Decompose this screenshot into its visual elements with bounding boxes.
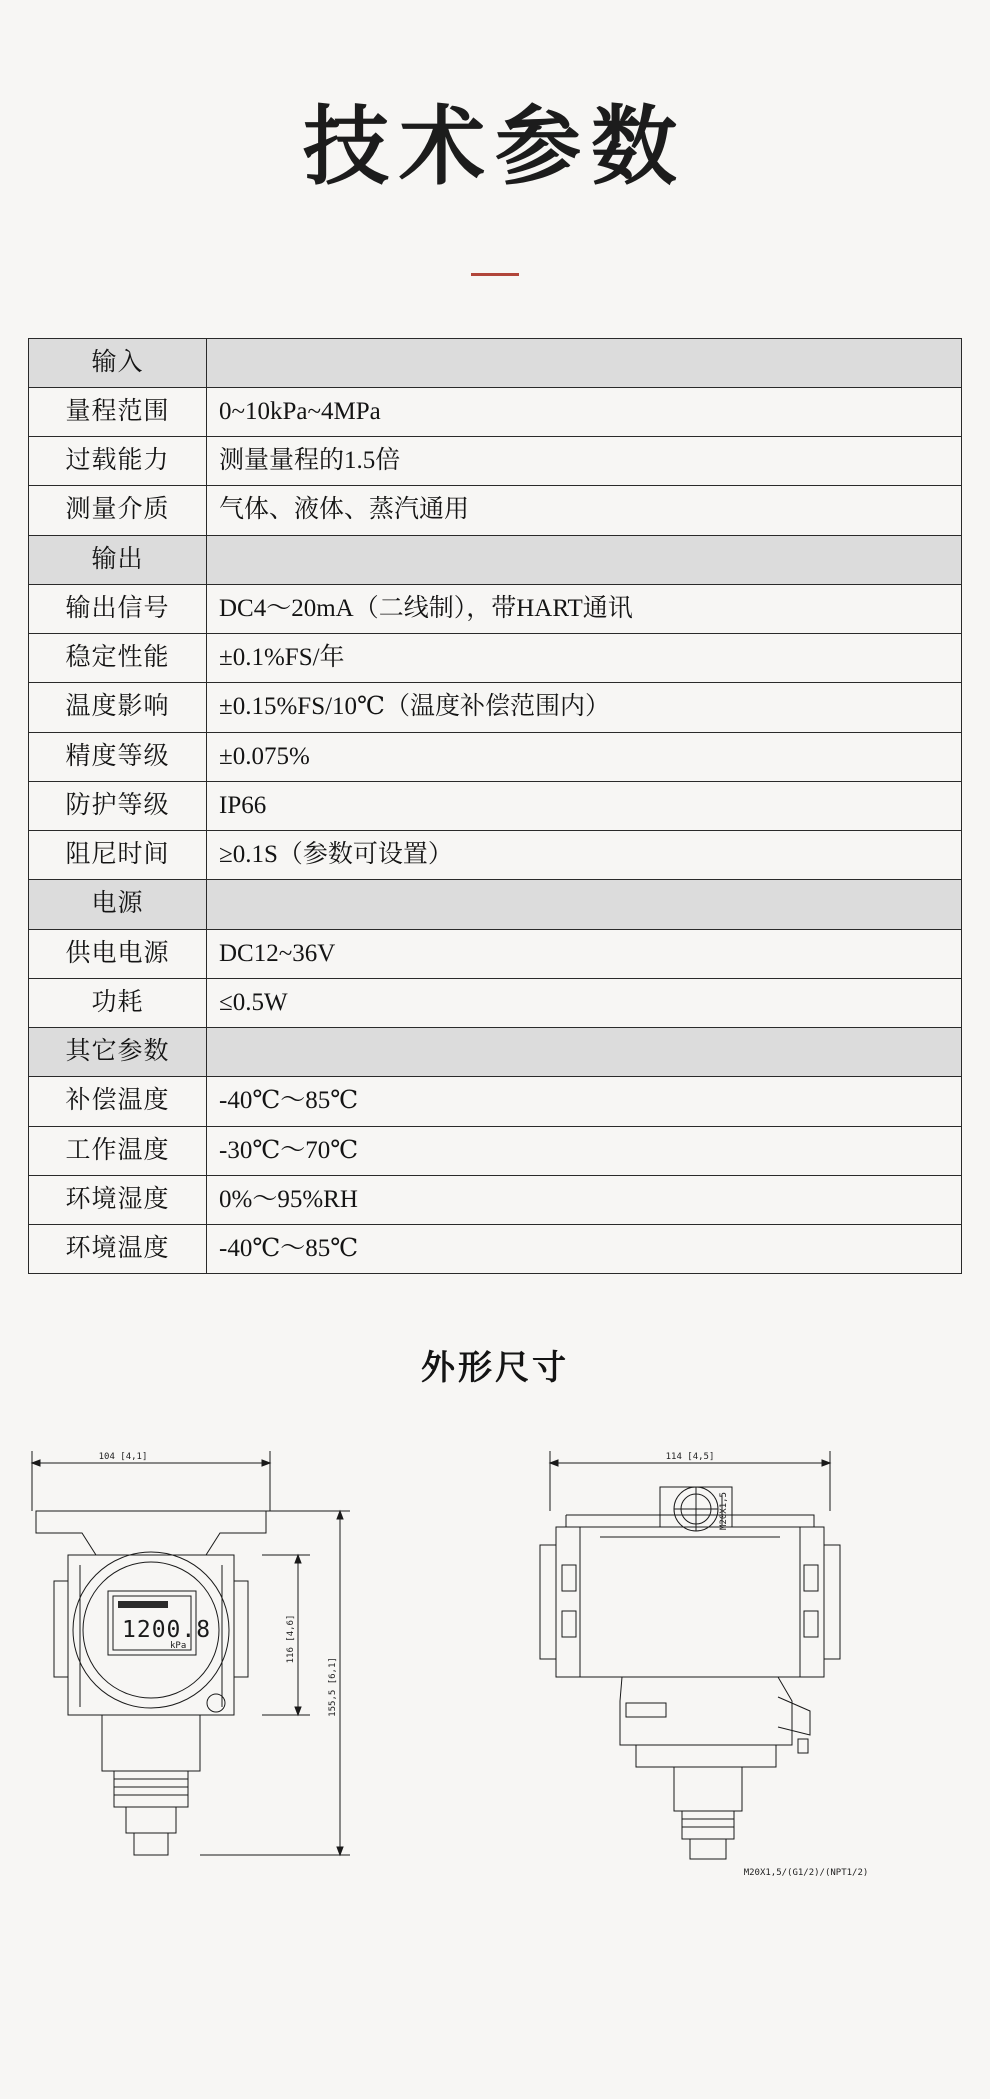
- spec-label: 过载能力: [29, 437, 207, 486]
- side-width-dim: 114 [4,5]: [665, 1452, 715, 1463]
- spec-section-row: [29, 1028, 962, 1077]
- spec-value: 0%～95%RH: [207, 1175, 962, 1224]
- side-thread-note: M20X1,5/(G1/2)/(NPT1/2): [743, 1868, 869, 1879]
- spec-row: [29, 781, 962, 830]
- spec-label: 温度影响: [29, 683, 207, 732]
- spec-label: 工作温度: [29, 1126, 207, 1175]
- spec-value: -30℃～70℃: [207, 1126, 962, 1175]
- spec-row: [29, 1077, 962, 1126]
- spec-value: [207, 1028, 962, 1077]
- spec-row: [29, 1225, 962, 1274]
- spec-row: [29, 634, 962, 683]
- spec-label: 功耗: [29, 978, 207, 1027]
- spec-value: IP66: [207, 781, 962, 830]
- title-divider: [471, 273, 519, 276]
- spec-label: 环境温度: [29, 1225, 207, 1274]
- spec-label: 环境湿度: [29, 1175, 207, 1224]
- spec-row: [29, 584, 962, 633]
- spec-row: [29, 387, 962, 436]
- front-width-dim: 104 [4,1]: [98, 1452, 148, 1463]
- spec-value: 测量量程的1.5倍: [207, 437, 962, 486]
- spec-row: [29, 486, 962, 535]
- spec-label: 精度等级: [29, 732, 207, 781]
- spec-value: ±0.075%: [207, 732, 962, 781]
- spec-label: 补偿温度: [29, 1077, 207, 1126]
- spec-value: [207, 338, 962, 387]
- spec-label: 输出信号: [29, 584, 207, 633]
- spec-value: ≤0.5W: [207, 978, 962, 1027]
- spec-value: DC4～20mA（二线制），带HART通讯: [207, 584, 962, 633]
- dimensions-heading: 外形尺寸: [421, 1350, 569, 1388]
- spec-table: [28, 338, 962, 1275]
- svg-text:1200.8: 1200.8: [122, 1617, 212, 1644]
- spec-label: 供电电源: [29, 929, 207, 978]
- spec-value: ±0.15%FS/10℃（温度补偿范围内）: [207, 683, 962, 732]
- spec-label: 输入: [29, 338, 207, 387]
- front-view-drawing: [10, 1415, 480, 1885]
- title-block: [0, 0, 990, 276]
- spec-row: [29, 831, 962, 880]
- spec-table-wrap: [28, 338, 962, 1275]
- spec-row: [29, 1175, 962, 1224]
- spec-section-row: [29, 535, 962, 584]
- spec-row: [29, 1126, 962, 1175]
- spec-value: -40℃～85℃: [207, 1077, 962, 1126]
- spec-label: 测量介质: [29, 486, 207, 535]
- spec-row: [29, 732, 962, 781]
- spec-label: 其它参数: [29, 1028, 207, 1077]
- spec-section-row: [29, 338, 962, 387]
- front-outer-height-dim: 155,5 [6,1]: [328, 1657, 338, 1718]
- front-inner-height-dim: 116 [4,6]: [286, 1614, 296, 1664]
- spec-row: [29, 978, 962, 1027]
- spec-value: DC12~36V: [207, 929, 962, 978]
- side-view-drawing: [510, 1415, 980, 1885]
- spec-row: [29, 929, 962, 978]
- spec-value: [207, 880, 962, 929]
- spec-label: 阻尼时间: [29, 831, 207, 880]
- spec-label: 量程范围: [29, 387, 207, 436]
- spec-section-row: [29, 880, 962, 929]
- spec-value: 气体、液体、蒸汽通用: [207, 486, 962, 535]
- dimension-drawings: [0, 1415, 990, 1915]
- page-title: 技术参数: [303, 99, 687, 195]
- side-port-dim: M20X1,5: [719, 1492, 729, 1531]
- spec-label: 防护等级: [29, 781, 207, 830]
- spec-value: ≥0.1S（参数可设置）: [207, 831, 962, 880]
- spec-label: 电源: [29, 880, 207, 929]
- spec-value: ±0.1%FS/年: [207, 634, 962, 683]
- spec-row: [29, 437, 962, 486]
- spec-value: 0~10kPa~4MPa: [207, 387, 962, 436]
- spec-value: -40℃～85℃: [207, 1225, 962, 1274]
- spec-label: 稳定性能: [29, 634, 207, 683]
- spec-row: [29, 683, 962, 732]
- svg-text:kPa: kPa: [170, 1641, 187, 1652]
- spec-label: 输出: [29, 535, 207, 584]
- spec-value: [207, 535, 962, 584]
